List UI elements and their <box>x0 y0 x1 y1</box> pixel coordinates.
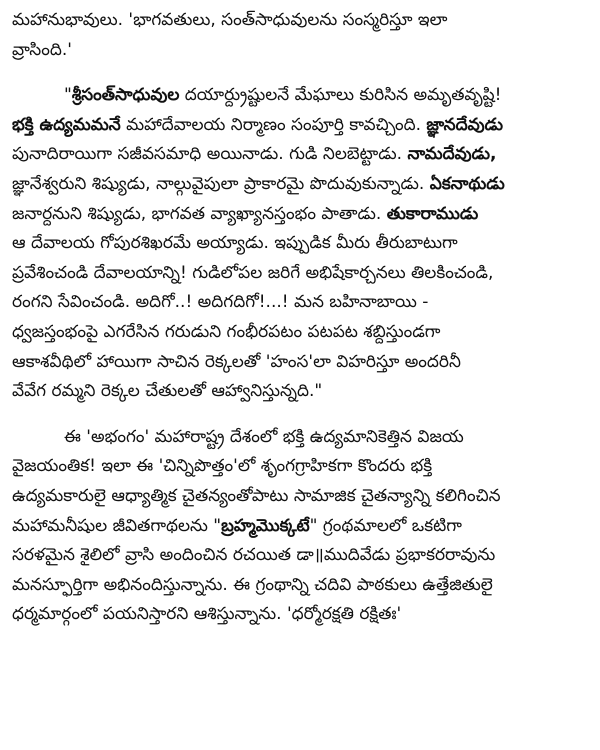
bold-term: తుకారాముడు <box>386 203 479 224</box>
bold-term: బ్రహ్మమొక్కటే <box>221 515 310 536</box>
text-line <box>12 512 586 542</box>
text-run: ధ్వజస్తంభంపై ఎగరేసిన గరుడుని గంభీరపటం పటపట శబ్దిస్తుండగా <box>12 321 441 342</box>
text-line <box>12 259 586 289</box>
bold-term: భక్తి ఉద్యమమనే <box>12 114 121 135</box>
text-line <box>12 140 586 170</box>
text-line <box>12 571 586 601</box>
paragraph-closing <box>12 423 586 630</box>
text-line <box>12 6 586 36</box>
text-run: ఈ 'అభంగం' మహారాష్ట్ర దేశంలో భక్తి ఉద్యమానికెత్తిన విజయ <box>64 426 464 447</box>
text-line <box>12 200 586 230</box>
text-run: రంగని సేవించండి. అదిగో..! అదిగదిగో!...! మన బహినాబాయి - <box>12 292 429 313</box>
paragraph-intro-continuation <box>12 6 586 65</box>
text-run: ఆకాశవీథిలో హాయిగా సాచిన రెక్కలతో 'హంస'లా విహరిస్తూ అందరినీ <box>12 351 461 372</box>
text-run: మనస్ఫూర్తిగా అభినందిస్తున్నాను. ఈ గ్రంథాన్ని చదివి పాఠకులు ఉత్తేజితులై <box>12 574 493 595</box>
text-line <box>12 318 586 348</box>
text-run: ఆ దేవాలయ గోపురశిఖరమే అయ్యాడు. ఇప్పుడిక మీరు తీరుబాటుగా <box>12 233 458 254</box>
text-run: మహానుభావులు. 'భాగవతులు, సంత్‌సాధువులను సంస్మరిస్తూ ఇలా <box>12 10 448 30</box>
text-line <box>12 600 586 630</box>
text-line <box>12 229 586 259</box>
bold-term: నామదేవుడు, <box>407 144 497 165</box>
paragraph-gap <box>12 65 586 81</box>
text-line <box>12 348 586 378</box>
text-line <box>12 170 586 200</box>
text-run: వైజయంతిక! ఇలా ఈ 'చిన్నిపొత్తం'లో శృంగగ్రాహికగా కొందరు భక్తి <box>12 456 433 477</box>
text-run: మహామనీషుల జీవితగాథలను " <box>12 515 222 536</box>
text-run: వ్రాసింది.' <box>12 39 72 60</box>
text-run: మహాదేవాలయ నిర్మాణం సంపూర్తి కావచ్చింది. <box>120 114 427 135</box>
text-run: ప్రవేశించండి దేవాలయాన్ని! గుడిలోపల జరిగే అభిషేకార్చనలు తిలకించండి, <box>12 262 494 283</box>
text-run: " <box>64 85 72 106</box>
text-run: ఉద్యమకారులై ఆధ్యాత్మిక చైతన్యంతోపాటు సామాజిక చైతన్యాన్ని కలిగించిన <box>12 485 501 506</box>
text-line <box>12 423 586 453</box>
text-run: జ్ఞానేశ్వరుని శిష్యుడు, నాల్గువైపులా ప్రాకారమై పొదువుకున్నాడు. <box>12 173 430 194</box>
text-run: దయార్ద్రుష్టులనే మేఘాలు కురిసిన అమృతవృష్టి! <box>179 85 502 106</box>
bold-term: శ్రీసంత్‌సాధువుల <box>71 85 180 106</box>
bold-term: ఏకనాథుడు <box>429 173 505 194</box>
text-line <box>12 36 586 66</box>
paragraph-gap <box>12 407 586 423</box>
text-run: పునాదిరాయిగా సజీవసమాధి అయినాడు. గుడి నిలబెట్టాడు. <box>12 144 408 165</box>
text-line <box>12 541 586 571</box>
bold-term: జ్ఞానదేవుడు <box>426 114 504 135</box>
text-run: ధర్మమార్గంలో పయనిస్తారని ఆశిస్తున్నాను. 'ధర్మోరక్షతి రక్షితః' <box>12 604 402 625</box>
text-run: జనార్దనుని శిష్యుడు, భాగవత వ్యాఖ్యానస్తంభం పాతాడు. <box>12 203 387 224</box>
text-line <box>12 452 586 482</box>
paragraph-quotation <box>12 81 586 407</box>
text-line <box>12 377 586 407</box>
text-line <box>12 111 586 141</box>
text-run: సరళమైన శైలిలో వ్రాసి అందించిన రచయిత డా॥ముదివేడు ప్రభాకరరావును <box>12 545 496 566</box>
text-run: " గ్రంథమాలలో ఒకటిగా <box>309 515 462 536</box>
text-line <box>12 81 586 111</box>
text-line <box>12 288 586 318</box>
text-run: వేవేగ రమ్మని రెక్కల చేతులతో ఆహ్వానిస్తున్నది." <box>12 381 323 402</box>
text-line <box>12 482 586 512</box>
